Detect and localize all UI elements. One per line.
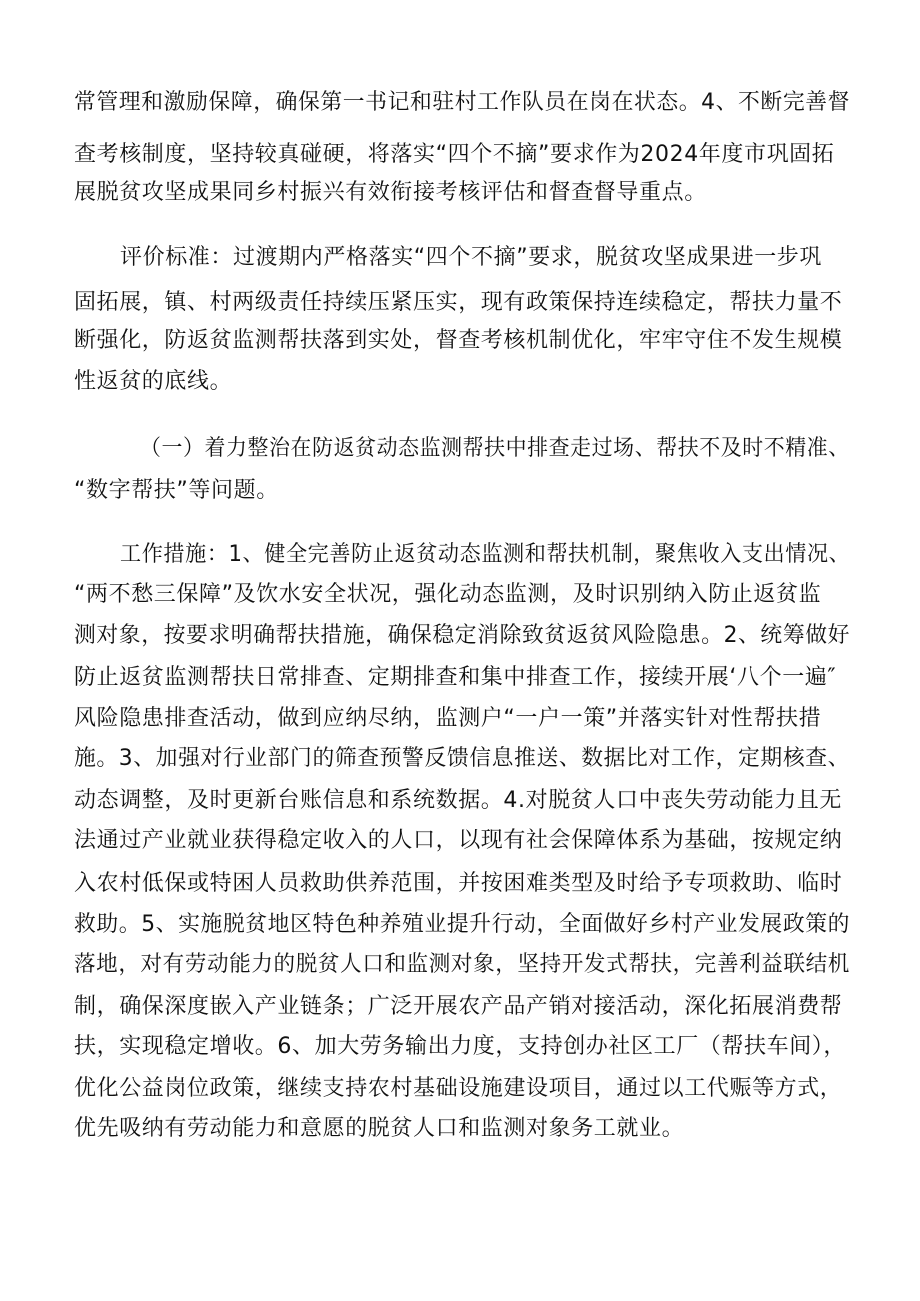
paragraph-2-line-3: 断强化，防返贫监测帮扶落到实处，督查考核机制优化，牢牢守住不发生规模: [74, 328, 843, 353]
paragraph-4-line-15: 优先吸纳有劳动能力和意愿的脱贫人口和监测对象务工就业。: [74, 1116, 685, 1141]
paragraph-4-line-6: 施。3、加强对行业部门的筛查预警反馈信息推送、数据比对工作，定期核查、: [74, 746, 851, 771]
paragraph-4-line-14: 优化公益岗位政策，继续支持农村基础设施建设项目，通过以工代赈等方式，: [74, 1076, 843, 1101]
paragraph-4-line-5: 风险隐患排查活动，做到应纳尽纳，监测户“一户一策”并落实针对性帮扶措: [74, 706, 822, 731]
paragraph-4-line-12: 制，确保深度嵌入产业链条；广泛开展农产品产销对接活动，深化拓展消费帮: [74, 994, 843, 1019]
paragraph-1-line-2: 查考核制度，坚持较真碰硬，将落实“四个不摘”要求作为2024年度市巩固拓: [74, 142, 835, 167]
paragraph-4-line-11: 落地，对有劳动能力的脱贫人口和监测对象，坚持开发式帮扶，完善利益联结机: [74, 952, 850, 977]
section-heading-line-2: “数字帮扶”等问题。: [74, 478, 279, 503]
section-heading-line-1: （一）着力整治在防返贫动态监测帮扶中排查走过场、帮扶不及时不精准、: [140, 436, 850, 461]
paragraph-4-line-4: 防止返贫监测帮扶日常排查、定期排查和集中排查工作，接续开展‘八个一遍″: [74, 665, 837, 690]
paragraph-4-line-1: 工作措施：1、健全完善防止返贫动态监测和帮扶机制，聚焦收入支出情况、: [120, 542, 851, 567]
paragraph-1-line-1: 常管理和激励保障，确保第一书记和驻村工作队员在岗在状态。4、不断完善督: [74, 90, 851, 115]
paragraph-4-line-9: 入农村低保或特困人员救助供养范围，并按困难类型及时给予专项救助、临时: [74, 871, 843, 896]
paragraph-4-line-3: 测对象，按要求明确帮扶措施，确保稳定消除致贫返贫风险隐患。2、统筹做好: [74, 623, 851, 648]
paragraph-4-line-7: 动态调整，及时更新台账信息和系统数据。4.对脱贫人口中丧失劳动能力且无: [74, 788, 842, 813]
paragraph-4-line-10: 救助。5、实施脱贫地区特色种养殖业提升行动，全面做好乡村产业发展政策的: [74, 912, 851, 937]
paragraph-2-line-4: 性返贫的底线。: [74, 369, 233, 394]
paragraph-4-line-13: 扶，实现稳定增收。6、加大劳务输出力度，支持创办社区工厂（帮扶车间），: [74, 1034, 846, 1059]
paragraph-2-line-2: 固拓展，镇、村两级责任持续压紧压实，现有政策保持连续稳定，帮扶力量不: [74, 290, 843, 315]
paragraph-4-line-2: “两不愁三保障”及饮水安全状况，强化动态监测，及时识别纳入防止返贫监: [74, 582, 822, 607]
paragraph-1-line-3: 展脱贫攻坚成果同乡村振兴有效衔接考核评估和督查督导重点。: [74, 180, 707, 205]
paragraph-2-line-1: 评价标准：过渡期内严格落实“四个不摘”要求，脱贫攻坚成果进一步巩: [120, 245, 822, 270]
paragraph-4-line-8: 法通过产业就业获得稳定收入的人口，以现有社会保障体系为基础，按规定纳: [74, 828, 843, 853]
